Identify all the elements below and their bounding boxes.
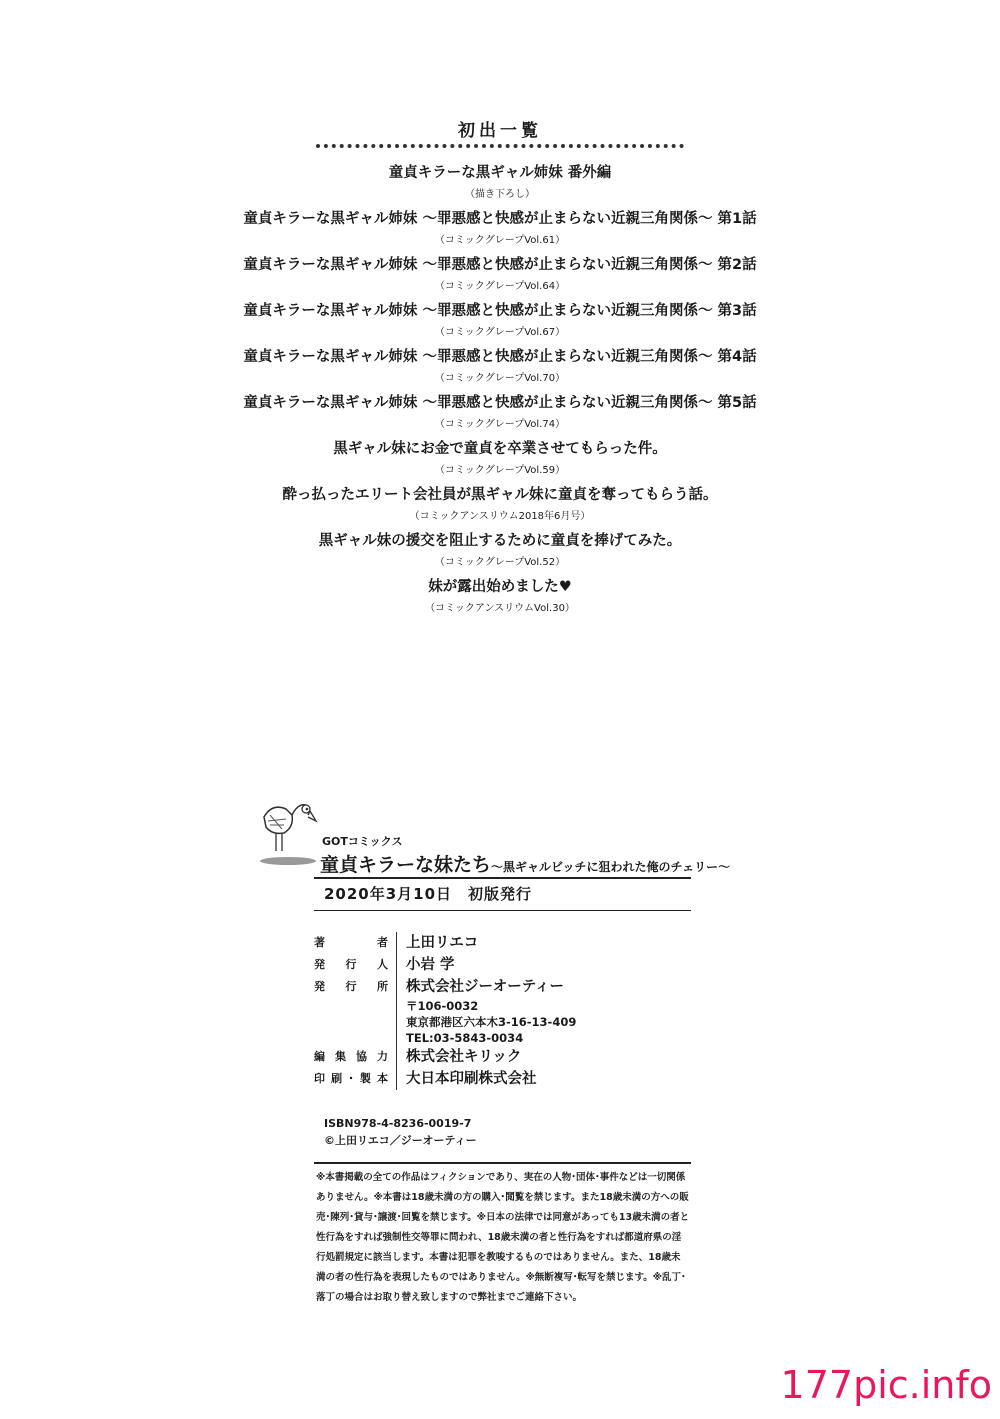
entry-source: （コミックアンスリウム2018年6月号） — [409, 511, 591, 522]
toc-entry — [0, 254, 1000, 296]
legal-notice: ※本書掲載の全ての作品はフィクションであり、実在の人物･団体･事件などは一切関係ありません。※本書は18歳未満の方の購入･閲覧を禁じます。また18歳未満の方への販売･陳列･貸与･譲渡･回覧を禁じます。※日本の法律では同意があっても13歳未満の者と性行為をすれば強制性交等罪に問われ、18歳未満の者と性行為をすれば都道府県の淫行処罰規定に該当します。本書は犯罪を教唆するものではありません。また、18歳未満の者の性行為を表現したものではありません。※無断複写･転写を禁じます。※乱丁･落丁の場合はお取り替え致しますので弊社までご連絡下さい。 — [316, 1172, 690, 1303]
book-title-main: 童貞キラーな妹たち — [320, 854, 492, 876]
address-block — [396, 998, 576, 1046]
credit-key: 発行所 — [314, 980, 388, 993]
credit-value: 大日本印刷株式会社 — [396, 1068, 537, 1090]
entry-title: 童貞キラーな黒ギャル姉妹 ～罪悪感と快感が止まらない近親三角関係～ 第2話 — [243, 257, 757, 273]
entry-source: （コミックグレープVol.67） — [434, 327, 566, 338]
credit-row — [314, 998, 694, 1046]
series-label: GOTコミックス — [322, 835, 403, 848]
entry-title: 黒ギャル妹にお金で童貞を卒業させてもらった件。 — [333, 441, 667, 457]
entry-title: 童貞キラーな黒ギャル姉妹 ～罪悪感と快感が止まらない近親三角関係～ 第3話 — [243, 303, 757, 319]
toc-entry — [0, 300, 1000, 342]
isbn-block — [324, 1115, 477, 1149]
divider — [314, 1162, 691, 1164]
book-title — [320, 850, 730, 877]
copyright: ©上田リエコ／ジーオーティー — [324, 1134, 477, 1147]
toc-entry — [0, 530, 1000, 572]
entry-title: 酔っ払ったエリート会社員が黒ギャル妹に童貞を奪ってもらう話。 — [282, 487, 718, 503]
credit-row — [314, 932, 694, 954]
credit-value: 株式会社ジーオーティー — [396, 976, 564, 998]
entry-source: （コミックグレープVol.61） — [434, 235, 566, 246]
credit-value: 株式会社キリック — [396, 1046, 521, 1068]
entry-title: 童貞キラーな黒ギャル姉妹 番外編 — [388, 165, 612, 181]
phone: TEL:03-5843-0034 — [406, 1031, 524, 1045]
entry-source: （描き下ろし） — [465, 189, 535, 200]
toc-entry — [0, 484, 1000, 526]
divider — [314, 910, 691, 911]
book-title-sub: ～黒ギャルビッチに狙われた俺のチェリー～ — [491, 860, 731, 874]
postal-code: 〒106-0032 — [406, 999, 479, 1013]
credit-key: 編集協力 — [314, 1050, 388, 1063]
credit-row — [314, 1046, 694, 1068]
entry-source: （コミックアンスリウムVol.30） — [425, 603, 575, 614]
entry-source: （コミックグレープVol.52） — [434, 557, 566, 568]
credit-key: 著者 — [314, 936, 388, 949]
credit-row — [314, 954, 694, 976]
isbn: ISBN978-4-8236-0019-7 — [324, 1117, 472, 1130]
credit-row — [314, 1068, 694, 1090]
toc-entry — [0, 208, 1000, 250]
credit-key: 発行人 — [314, 958, 388, 971]
credit-key: 印刷･製本 — [314, 1072, 388, 1085]
publish-date: 2020年3月10日 初版発行 — [324, 885, 533, 903]
entry-source: （コミックグレープVol.70） — [434, 373, 566, 384]
entry-title: 妹が露出始めました♥ — [428, 579, 572, 595]
credit-row — [314, 976, 694, 998]
entry-title: 黒ギャル妹の援交を阻止するために童貞を捧げてみた。 — [318, 533, 682, 549]
entry-title: 童貞キラーな黒ギャル姉妹 ～罪悪感と快感が止まらない近親三角関係～ 第5話 — [243, 395, 757, 411]
toc-entry — [0, 346, 1000, 388]
toc-entry — [0, 576, 1000, 618]
credits-table — [314, 932, 694, 1090]
address: 東京都港区六本木3-16-13-409 — [406, 1015, 577, 1029]
divider — [314, 877, 691, 879]
dotted-divider — [316, 144, 684, 148]
entry-source: （コミックグレープVol.59） — [434, 465, 566, 476]
toc-entry — [0, 392, 1000, 434]
entry-source: （コミックグレープVol.74） — [434, 419, 566, 430]
toc-entries — [0, 162, 1000, 622]
toc-entry — [0, 438, 1000, 480]
entry-source: （コミックグレープVol.64） — [434, 281, 566, 292]
toc-entry — [0, 162, 1000, 204]
entry-title: 童貞キラーな黒ギャル姉妹 ～罪悪感と快感が止まらない近親三角関係～ 第1話 — [243, 211, 757, 227]
toc-title: 初出一覧 — [458, 121, 542, 141]
bird-logo-icon — [258, 795, 318, 865]
watermark: 177pic.info — [780, 1363, 992, 1407]
credit-value: 小岩 学 — [396, 954, 455, 976]
credit-value: 上田リエコ — [396, 932, 478, 954]
entry-title: 童貞キラーな黒ギャル姉妹 ～罪悪感と快感が止まらない近親三角関係～ 第4話 — [243, 349, 757, 365]
